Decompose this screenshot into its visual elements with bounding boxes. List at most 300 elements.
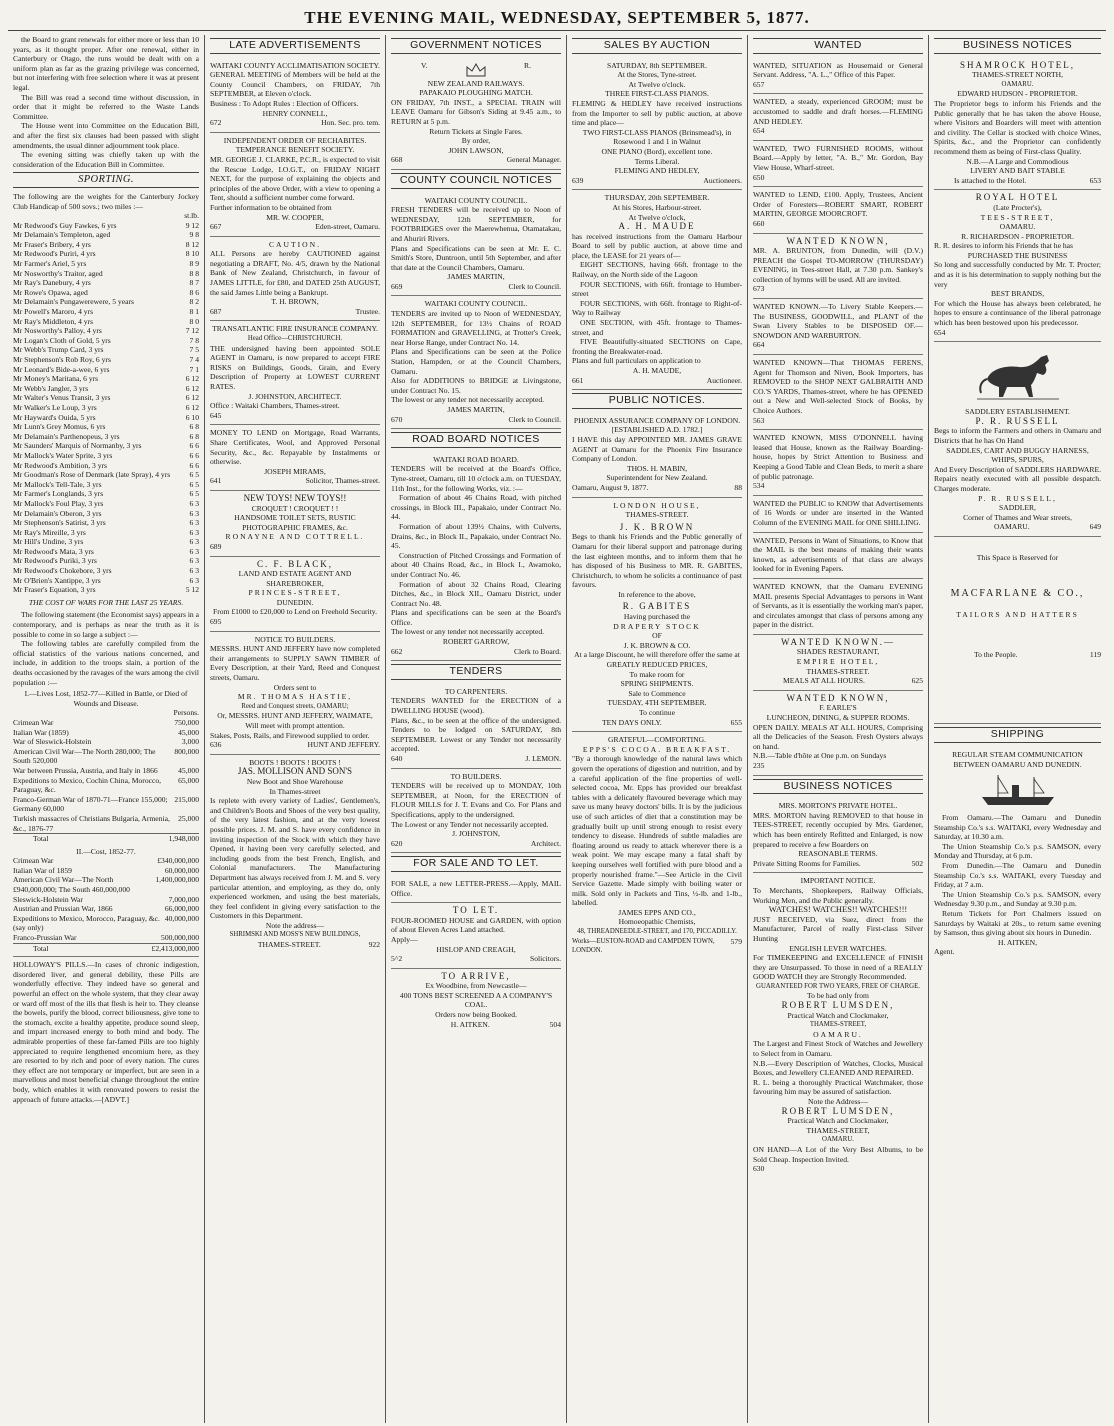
- weight-row: [13, 269, 199, 279]
- ad-body: At a large Discount, he will therefore offer the same at: [574, 650, 740, 660]
- ad-body: ON FRIDAY, 7th INST., a SPECIAL TRAIN will LEAVE Oamaru for Gibson's Siding at 9.45 a.m., to RETURN at 5 p.m.: [391, 97, 561, 126]
- weight-row-label: Mr Ray's Danebury, 4 yrs: [13, 278, 91, 288]
- ad-signature: Homoeopathic Chemists,: [618, 917, 696, 927]
- council-notice-1: [391, 193, 561, 297]
- wanted-ad: [753, 58, 923, 95]
- weight-row-label: Mr Mallock's Water Sprite, 3 yrs: [13, 450, 113, 460]
- ad-title: LONDON HOUSE,: [613, 500, 701, 510]
- letterpress-ad: [391, 876, 561, 903]
- weight-row-value: 6 8: [189, 422, 199, 432]
- ad-number: 534: [753, 481, 765, 491]
- ad-body: Plans and Specifications can be seen at the Police Station, Hampden, or at the Council Chambers, Oamaru.: [391, 347, 561, 376]
- ad-body: Terms Liberal.: [634, 156, 680, 166]
- weight-row-value: 6 10: [185, 412, 199, 422]
- ad-body: OF: [652, 631, 662, 641]
- ad-signature: Practical Watch and Clockmaker,: [787, 1116, 889, 1126]
- ad-subtitle: (Late Procter's),: [993, 202, 1042, 212]
- ad-name: EMPIRE HOTEL,: [796, 657, 880, 667]
- ad-address: SHRIMSKI AND MOSS'S NEW BUILDINGS,: [229, 931, 361, 939]
- weight-row-value: 6 3: [189, 556, 199, 566]
- ad-body: THE undersigned having been appointed SOLE AGENT in Oamaru, is now prepared to accept FIRE RISKS on Buildings, Goods, Grain, and Every Description of Property at LOWEST CURRENT RATES.: [210, 343, 380, 391]
- ad-body: Plans and specifications can be seen at the Board's Office.: [391, 608, 561, 627]
- ad-body: WANTED to LEND, £100. Apply, Trustees, Ancient Order of Foresters—ROBERT SMART, ROBERT MARTIN, GEORGE MOORCROFT.: [753, 190, 923, 219]
- ad-signature: J. JOHNSTON, ARCHITECT.: [248, 391, 342, 401]
- cost-row-label: Sleswick-Holstein War: [13, 894, 83, 904]
- ad-body: PURCHASED THE BUSINESS: [967, 250, 1068, 260]
- weight-row-label: Mr Redwood's Mata, 3 yrs: [13, 546, 94, 556]
- ad-address: OAMARU.: [994, 522, 1030, 532]
- road-item: Formation of about 46 Chains Road, with pitched crossings, in Block III., Papakaio, under Contract No. 44.: [391, 493, 561, 522]
- ad-body: This Space is Reserved for: [976, 552, 1059, 562]
- ad-address: THAMES-STREET NORTH,: [972, 70, 1063, 80]
- ad-name: P. R. RUSSELL: [975, 415, 1060, 426]
- lives-row-value: 45,000: [178, 727, 199, 737]
- weight-row: [13, 230, 199, 240]
- ad-body: WANTED KNOWN, MISS O'DONNELL having leased that House, known as the Railway Boarding-house, hopes by Strict Attention to Business and Keeping a Good Table and Clean Beds, to merit a share of public patronage.: [753, 433, 923, 481]
- weight-row-value: 6 12: [185, 393, 199, 403]
- weight-row-label: Mr O'Brien's Xantippe, 3 yrs: [13, 575, 101, 585]
- road-board-notice: [391, 452, 561, 661]
- ad-signature: H. AITKEN.: [450, 1019, 490, 1029]
- weight-row-value: 6 5: [189, 470, 199, 480]
- ad-body: TEN DAYS ONLY.: [602, 717, 662, 727]
- weight-row-value: 8 1: [189, 307, 199, 317]
- ad-body: Business : To Adopt Rules : Election of Officers.: [210, 98, 359, 108]
- ad-title: BOOTS ! BOOTS ! BOOTS !: [249, 757, 341, 767]
- lives-row: [13, 776, 199, 795]
- ad-body: The Proprietor begs to inform his Friends and the Public generally that he has taken the above House, where Visitors and Boarders will meet with attention and civility. The Cellar is stocked with choice Wines, Spirits, &c., and the Proprietor can confidently recommend them as being of First-class Quality.: [934, 98, 1101, 156]
- ad-number: 650: [753, 172, 765, 182]
- ad-body: WANTED, a steady, experienced GROOM; must be accustomed to saddle and draft horses.—FLEMING AND HEDLEY.: [753, 97, 923, 126]
- builders-tender-ad: [391, 769, 561, 854]
- shipping-line: From Oamaru.—The Oamaru and Dunedin Steamship Co.'s s.s. WAITAKI, every Wednesday and Saturday, at 10.30 a.m.: [934, 813, 1101, 842]
- ad-title: IMPORTANT NOTICE.: [800, 876, 876, 886]
- ad-number: 695: [210, 617, 222, 627]
- weight-row: [13, 509, 199, 519]
- ad-body: GENERAL MEETING of Members will be held at the County Council Chambers, on FRIDAY, 7th SEPTEMBER, at Eleven o'clock.: [210, 70, 380, 99]
- ad-title: REGULAR STEAM COMMUNICATION BETWEEN OAMARU AND DUNEDIN.: [952, 749, 1083, 769]
- column-6: [929, 35, 1106, 1423]
- lives-row-label: American Civil War—The North 280,000; The South 520,000: [13, 746, 156, 766]
- ad-body: Plans, &c., to be seen at the office of the undersigned. Tenders to be lodged on SATURDAY, 8th SEPTEMBER. Lowest or any Tender not necessarily accepted.: [391, 715, 561, 754]
- ad-number: 653: [1089, 175, 1101, 185]
- ad-body: REASONABLE TERMS.: [798, 849, 878, 859]
- weight-row: [13, 566, 199, 576]
- ad-body: Is attached to the Hotel.: [954, 175, 1027, 185]
- weight-row-value: 6 3: [189, 498, 199, 508]
- shades-restaurant-ad: [753, 635, 923, 691]
- ad-body: J. K. BROWN & CO.: [623, 640, 691, 650]
- weight-row: [13, 345, 199, 355]
- ad-subtitle: LUNCHEON, DINING, & SUPPER ROOMS.: [766, 713, 910, 723]
- road-item: Formation of about 139½ Chains, with Culverts, Drains, &c., in Block II., Papakaio, under Contract No. 45.: [391, 521, 561, 551]
- weight-row: [13, 441, 199, 451]
- weight-row: [13, 451, 199, 461]
- wanted-ad: [753, 355, 923, 430]
- county-council-heading: COUNTY COUNCIL NOTICES: [391, 173, 561, 189]
- masthead: THE EVENING MAIL, WEDNESDAY, SEPTEMBER 5, 1877.: [8, 6, 1106, 31]
- weight-row-value: 6 3: [189, 546, 199, 556]
- ad-signature: Trustee.: [355, 306, 380, 316]
- weight-row-label: Mr Hayward's Ouida, 5 yrs: [13, 412, 96, 422]
- ad-address: In Thames-street: [269, 786, 321, 796]
- weight-row-value: 6 8: [189, 431, 199, 441]
- ad-subtitle: LAND AND ESTATE AGENT AND SHAREBROKER,: [238, 569, 352, 588]
- ad-number: 119: [1089, 649, 1101, 659]
- weight-row: [13, 336, 199, 346]
- cost-row-value: £340,000,000: [157, 856, 199, 866]
- wars-heading: THE COST OF WARS FOR THE LAST 25 YEARS.: [28, 597, 184, 607]
- ad-body: FOUR-ROOMED HOUSE and GARDEN, with option of about Eleven Acres Land attached.: [391, 915, 561, 935]
- ad-body: Orders now being Booked.: [435, 1010, 517, 1020]
- cost-row-label: Franco-Prussian War: [13, 933, 77, 943]
- weight-row-value: 8 12: [185, 239, 199, 249]
- weight-row-value: 9 12: [185, 220, 199, 230]
- cost-table: [13, 856, 199, 942]
- ad-body: FLEMING & HEDLEY have received instructions from the Importer to sell by public auction, at above time and place—: [572, 98, 742, 128]
- wanted-ad: [753, 496, 923, 533]
- council-notice-2: [391, 296, 561, 429]
- ad-body: WANTED, Persons in Want of Situations, to Know that the MAIL is the best means of making their wants known, as advertisements of that class are always looked for in Evening Papers.: [753, 535, 923, 574]
- ad-address: Eden-street, Oamaru.: [315, 222, 380, 232]
- ad-number: 563: [753, 415, 765, 425]
- ad-body: BEST BRANDS,: [990, 289, 1045, 299]
- ad-body: GREATLY REDUCED PRICES,: [606, 660, 708, 670]
- weight-row-label: Mr Redwood's Chokebore, 3 yrs: [13, 566, 112, 576]
- weight-row: [13, 384, 199, 394]
- cost-row-label: American Civil War—The North £940,000,000; The South 460,000,000: [13, 875, 130, 895]
- ad-address: OAMARU.: [999, 222, 1036, 232]
- phoenix-ad: [572, 413, 742, 498]
- weight-row: [13, 374, 199, 384]
- lives-row-value: 750,000: [174, 717, 199, 727]
- ad-body: Note the Address—: [808, 1097, 868, 1106]
- ad-address: At the Stores, Tyne-street.: [617, 70, 697, 80]
- weight-row: [13, 259, 199, 269]
- weight-row-label: Mr Delamain's Templeton, aged: [13, 230, 111, 240]
- ad-signature: FLEMING AND HEDLEY,: [614, 166, 700, 176]
- ad-signature: Hon. Sec. pro. tem.: [321, 118, 380, 128]
- horse-engraving-icon: [973, 349, 1063, 403]
- ad-number: 922: [368, 940, 380, 950]
- ad-title: WAITAKI ROAD BOARD.: [433, 454, 519, 464]
- shipping-line: The Union Steamship Co.'s p.s. SAMSON, every Wednesday 9.30 p.m., and Sunday at 9.30 p.m.: [934, 889, 1101, 909]
- ad-body: TENDERS will be received at the Board's Office, Tyne-street, Oamaru, till 10 o'clock a.m. on TUESDAY, 11th Inst., for the following Works, viz. :—: [391, 464, 561, 493]
- weight-row-label: Mr Redwood's Guy Fawkes, 6 yrs: [13, 220, 117, 230]
- shamrock-hotel-ad: [934, 58, 1101, 191]
- columns: [8, 35, 1106, 1423]
- london-house-ad: [572, 498, 742, 733]
- ad-address: At his Stores, Harbour-street.: [612, 202, 702, 212]
- sporting-heading: SPORTING.: [13, 172, 199, 188]
- lease-items: [572, 260, 742, 356]
- weight-row-value: 8 10: [185, 249, 199, 259]
- ad-body: FOR SALE, a new LETTER-PRESS.—Apply, MAIL Office.: [391, 878, 561, 898]
- weight-row-value: 6 3: [189, 537, 199, 547]
- ad-body: R. L. being a thoroughly Practical Watchmaker, those favouring him may be assured of satisfaction.: [753, 1077, 923, 1097]
- lives-row: [13, 795, 199, 814]
- ad-body: Return Tickets at Single Fares.: [429, 126, 523, 136]
- ad-title: WANTED KNOWN,: [786, 235, 890, 246]
- weight-row-label: Mr Delamain's Parthenopeus, 3 yrs: [13, 431, 120, 441]
- ad-number: 657: [753, 79, 765, 89]
- ad-body: For TIMEKEEPING and EXCELLENCE of FINISH they are Unsurpassed. To those in need of a REALLY GOOD WATCH they are Strongly Recommended.: [753, 953, 923, 982]
- weight-row-value: 6 12: [185, 402, 199, 412]
- weight-row-label: Mr Lunn's Grey Momus, 6 yrs: [13, 422, 106, 432]
- ad-name: MR. THOMAS HASTIE,: [237, 692, 353, 702]
- lives-total-label: Total: [33, 834, 49, 844]
- business-notices-heading-2: BUSINESS NOTICES: [934, 38, 1101, 54]
- ad-number: 654: [934, 327, 946, 337]
- weight-row: [13, 470, 199, 480]
- shipping-heading: SHIPPING: [934, 727, 1101, 743]
- weight-row: [13, 249, 199, 259]
- wanted-heading: WANTED: [753, 38, 923, 54]
- weight-row: [13, 499, 199, 509]
- cost-total-row: [13, 943, 199, 954]
- ad-signature: JAMES MARTIN,: [447, 405, 505, 414]
- weight-row-value: 7 1: [189, 364, 199, 374]
- ad-address: Reed and Conquest streets, OAMARU;: [241, 702, 349, 710]
- lives-row-value: 3,000: [181, 737, 199, 747]
- ad-body: The Lowest or any Tender not necessarily accepted.: [391, 819, 549, 829]
- ad-signature: MR. W. COOPER,: [266, 212, 324, 222]
- ad-body: I HAVE this day APPOINTED MR. JAMES GRAVE AGENT at Oamaru for the Phoenix Fire Insurance Company of London.: [572, 434, 742, 464]
- ad-address: OAMARU.: [822, 1136, 854, 1144]
- weight-row-label: Mr Redwood's Ambition, 3 yrs: [13, 460, 107, 470]
- weight-row: [13, 537, 199, 547]
- ad-number: 645: [210, 410, 222, 420]
- ad-body: N.B.—A Large and Commodious: [966, 156, 1069, 166]
- weight-row: [13, 480, 199, 490]
- ad-number: 504: [549, 1019, 561, 1029]
- ad-title: INDEPENDENT ORDER OF RECHABITES.: [223, 135, 367, 145]
- ad-body: ALL Persons are hereby CAUTIONED against negotiating a DRAFT, No. 4/5, drawn by the National Bank of New Zealand, Christchurch, in favour of JAMES LITTLE, for £80, and DATED 25th AUGUST, the said James Little being a Bankrupt.: [210, 249, 380, 297]
- ad-title: WAITAKI COUNTY COUNCIL.: [424, 195, 528, 205]
- saddlery-ad: [934, 342, 1101, 537]
- ad-address: TEES-STREET,: [980, 212, 1055, 222]
- cost-row: [13, 866, 199, 876]
- ad-number: 639: [572, 175, 584, 185]
- ad-number: 655: [730, 717, 742, 727]
- ad-number: 662: [391, 646, 403, 656]
- shipping-schedule: [934, 813, 1101, 938]
- ad-body: WANTED, TWO FURNISHED ROOMS, without Board.—Apply by letter, "A. B.," Mr. Gordon, Bay View House, Wharf-street.: [753, 143, 923, 172]
- lives-total-value: 1,948,000: [168, 834, 199, 844]
- ad-signature: ROBERT LUMSDEN,: [781, 1000, 895, 1011]
- cost-row: [13, 914, 199, 933]
- ad-body: "By a thorough knowledge of the natural laws which govern the operations of digestion and nutrition, and by a careful application of the fine properties of well-selected cocoa, Mr. Epps has provided our breakfast tables with a delicately flavoured beverage which may save us many heavy doctors' bills. It is by the judicious use of such articles of diet that a constitution may be gradually built up until strong enough to resist every tendency to disease. Hundreds of subtle maladies are floating around us ready to attack wherever there is a weak point. We may escape many a fatal shaft by keeping ourselves well fortified with pure blood and a properly nourished frame."—See Article in the Civil Service Gazette. Made simply with boiling water or milk. Sold only in Packets and Tins, ½-lb. and 1-lb., labelled.: [572, 754, 742, 908]
- lives-row-label: Italian War (1859): [13, 727, 69, 737]
- morton-hotel-ad: [753, 798, 923, 873]
- column-1: [8, 35, 205, 1423]
- weight-row-value: 7 12: [185, 326, 199, 336]
- ad-date: Oamaru, August 9, 1877.: [572, 482, 649, 492]
- ad-address: Works—EUSTON-ROAD and CAMPDEN TOWN, LONDON.: [572, 937, 715, 955]
- ad-number: 88: [734, 482, 742, 492]
- ad-title: NOTICE TO BUILDERS.: [254, 634, 336, 644]
- ad-date: THURSDAY, 20th SEPTEMBER.: [604, 193, 710, 203]
- weight-row: [13, 326, 199, 336]
- weight-row: [13, 585, 199, 595]
- ad-signature: THOS. H. MABIN,: [626, 463, 688, 473]
- ad-body: To continue: [639, 708, 675, 717]
- ad-number: 664: [753, 340, 765, 350]
- article-paragraph: The following tables are carefully compiled from the official statistics of the various nations concerned, and include, in addition to the troops slain, a portion of the deaths occasioned by the ravages of the wars among the civil population :—: [13, 639, 199, 687]
- ad-signature: Agent.: [934, 947, 955, 957]
- weight-row-label: Mr Nosworthy's Traitor, aged: [13, 268, 103, 278]
- vr-left: V.: [421, 60, 428, 70]
- weight-row: [13, 489, 199, 499]
- ad-body: The Largest and Finest Stock of Watches and Jewellery to Select from in Oamaru.: [753, 1039, 923, 1059]
- weight-row: [13, 413, 199, 423]
- ad-body: LIVERY AND BAIT STABLE: [970, 166, 1065, 176]
- article-paragraph: The evening sitting was chiefly taken up with the consideration of the Education Bill in Committee.: [13, 150, 199, 169]
- weights-list: [13, 221, 199, 595]
- parliament-article: [13, 35, 199, 169]
- weight-row-label: Mr Webb's Jangler, 3 yrs: [13, 383, 89, 393]
- lives-row: [13, 718, 199, 728]
- ad-body: GUARANTEED FOR TWO YEARS, FREE OF CHARGE.: [756, 982, 920, 990]
- ad-signature: HISLOP AND CREAGH,: [436, 944, 516, 954]
- ad-signature: HENRY CONNELL,: [262, 108, 328, 118]
- weight-row-value: 6 3: [189, 527, 199, 537]
- ad-body: 400 TONS BEST SCREENED A A COMPANY'S COAL.: [399, 990, 553, 1010]
- ad-title: EPPS'S COCOA. BREAKFAST.: [582, 744, 732, 754]
- vr-right: R.: [524, 60, 531, 70]
- ad-subtitle: Ex Woodbine, from Newcastle—: [425, 981, 527, 991]
- ad-body: WANTED KNOWN—That THOMAS FERENS, Agent for Thomson and Niven, Book Importers, has REMOVED to the SHOP NEXT GALBRAITH AND CO.'S YARDS, Thames-street, where he has OPENED out a New and Well-selected Stock of Books, by Choice Authors.: [753, 358, 923, 415]
- weight-row-label: Mr Fraser's Bribery, 4 yrs: [13, 239, 91, 249]
- ad-body: TWO FIRST-CLASS PIANOS (Brinsmead's), in Rosewood 1 and 1 in Walnut: [582, 127, 732, 147]
- weight-row-value: 5 12: [185, 585, 199, 595]
- earle-rooms-ad: [753, 691, 923, 776]
- weight-row-label: Mr Farmer's Ariel, 5 yrs: [13, 259, 87, 269]
- weight-row-value: 8 9: [189, 259, 199, 269]
- ad-body: WANTED KNOWN.—To Livery Stable Keepers.—The BUSINESS, GOODWILL, and PLANT of the Swan Livery Stables to be DISPOSED OF.—SNOWDON AND WARBURTON.: [753, 302, 923, 340]
- ad-body: DRAPERY STOCK: [613, 621, 701, 631]
- ad-body: Will meet with prompt attention.: [245, 721, 345, 730]
- weight-row-label: Mr Webb's Trump Card, 3 yrs: [13, 345, 104, 355]
- ad-signature: JOHN LAWSON,: [448, 145, 504, 155]
- ad-signature: JAMES EPPS AND CO.,: [618, 907, 696, 917]
- weight-row-label: Mr Leonard's Bide-a-wee, 6 yrs: [13, 364, 110, 374]
- weight-row: [13, 297, 199, 307]
- ad-number: 636: [210, 740, 222, 750]
- article-paragraph: The Bill was read a second time without discussion, in order that it might be referred to the Waste Lands Committee.: [13, 92, 199, 121]
- ad-address: Corner of Thames and Wear streets,: [963, 512, 1072, 522]
- ad-address: PRINCES-STREET,: [248, 588, 342, 598]
- ad-signature: P. R. RUSSELL,: [978, 493, 1057, 503]
- ad-body: Having purchased the: [623, 612, 691, 622]
- column-5: [748, 35, 929, 1423]
- ad-number: 654: [753, 126, 765, 136]
- public-notices-heading: PUBLIC NOTICES.: [572, 393, 742, 409]
- ad-title: SHAMROCK HOTEL,: [959, 59, 1075, 70]
- weight-row-value: 7 5: [189, 345, 199, 355]
- ad-name: R. GABITES: [622, 601, 692, 612]
- ad-number: 649: [1089, 522, 1101, 532]
- ad-signature: RONAYNE AND COTTRELL.: [225, 532, 365, 542]
- weight-row: [13, 221, 199, 231]
- ad-subtitle: TAILORS AND HATTERS: [956, 610, 1079, 620]
- ad-name: EDWARD HUDSON - PROPRIETOR.: [957, 89, 1078, 99]
- ad-body: N.B.—Table d'hôte at One p.m. on Sundays: [753, 751, 887, 761]
- ad-title: WATCHES! WATCHES!! WATCHES!!!: [768, 904, 908, 915]
- weight-row-label: Mr Goodman's Rose of Denmark (late Spray), 4 yrs: [13, 470, 171, 480]
- ad-title: GRATEFUL—COMFORTING.: [607, 735, 707, 745]
- lease-item: FOUR SECTIONS, with 66ft. frontage to Right-of-Way to Railway: [572, 298, 742, 318]
- ad-number: 661: [572, 375, 584, 385]
- ad-address: THAMES-STREET,: [806, 1125, 870, 1135]
- boots-ad: [210, 755, 380, 954]
- ad-number: 620: [391, 838, 403, 848]
- weight-row: [13, 528, 199, 538]
- cost-row-value: 60,000,000: [164, 865, 199, 875]
- ad-title: TO BUILDERS.: [450, 771, 502, 781]
- wanted-ad: [753, 141, 923, 187]
- cost-total-label: Total: [33, 943, 49, 953]
- ad-name: SHADES RESTAURANT,: [796, 647, 880, 657]
- wars-text: [13, 610, 199, 687]
- cost-row: [13, 875, 199, 894]
- weight-row-value: 8 0: [189, 316, 199, 326]
- weight-row: [13, 278, 199, 288]
- ad-number: 579: [730, 936, 742, 946]
- ad-number: 689: [210, 541, 222, 551]
- weight-row-value: 7 4: [189, 355, 199, 364]
- ad-body: TENDERS will be received up to MONDAY, 10th SEPTEMBER, at Noon, for the ERECTION of FLOUR MILLS for J. T. Evans and Co. For Plans and Specifications, apply to the undersigned.: [391, 781, 561, 819]
- ad-body: SADDLES, CART AND BUGGY HARNESS, WHIPS, SPURS,: [946, 445, 1089, 465]
- ad-signature: JAMES MARTIN,: [447, 272, 505, 282]
- weight-row-value: 6 5: [189, 479, 199, 489]
- weight-row-value: 6 6: [189, 450, 199, 460]
- lives-heading: I.—Lives Lost, 1852-77—Killed in Battle, or Died of Wounds and Disease.: [24, 689, 188, 708]
- cost-total-value: £2,413,000,000: [151, 943, 199, 953]
- ad-signature: J. LEMON.: [525, 754, 561, 763]
- weight-row-label: Mr Redwood's Puriki, 3 yrs: [13, 556, 97, 566]
- lease-item: FOUR SECTIONS, with 66ft. frontage to Humber-street: [572, 279, 742, 299]
- ad-body: OPEN DAILY. MEALS AT ALL HOURS, Comprising all the Delicacies of the Season. Fresh Oysters always on hand.: [753, 722, 923, 751]
- ad-signature: SADDLER,: [999, 503, 1036, 513]
- weight-row-label: Mr Mallock's Foul Play, 3 yrs: [13, 498, 104, 508]
- coal-ad: [391, 969, 561, 1034]
- lives-total-row: [13, 833, 199, 844]
- ad-body: WANTED, SITUATION as Housemaid or General Servant. Address, "A. L.," Office of this Paper.: [753, 60, 923, 80]
- ad-body: MESSRS. HUNT AND JEFFERY have now completed their arrangements to SUPPLY SAWN TIMBER of Every Description, at their Yard, Reed and Conquest streets, Oamaru.: [210, 644, 380, 683]
- ad-signature: T. H. BROWN,: [271, 297, 319, 307]
- watches-ad: [753, 873, 923, 1177]
- wanted-ad: [753, 299, 923, 355]
- ad-signature: Auctioneer.: [706, 375, 742, 385]
- shipping-line: The Union Steamship Co.'s p.s. SAMSON, every Monday and Thursday, at 6 p.m.: [934, 841, 1101, 861]
- weight-row-label: Mr Redwood's Puriri, 4 yrs: [13, 249, 96, 259]
- for-sale-heading: FOR SALE AND TO LET.: [391, 856, 561, 872]
- weight-row: [13, 240, 199, 250]
- black-ad: [210, 557, 380, 632]
- weight-row-label: Mr Stephenson's Satirist, 3 yrs: [13, 518, 106, 528]
- tenders-heading: TENDERS: [391, 664, 561, 680]
- weight-row: [13, 288, 199, 298]
- weight-row-label: Mr Powell's Maroro, 4 yrs: [13, 307, 94, 317]
- ad-number: 5^2: [391, 954, 403, 964]
- epps-cocoa-ad: [572, 732, 742, 960]
- weight-row-value: 6 3: [189, 508, 199, 518]
- weight-row: [13, 355, 199, 365]
- road-board-heading: ROAD BOARD NOTICES: [391, 432, 561, 448]
- ad-number: 668: [391, 155, 403, 165]
- ad-body: To Merchants, Shopkeepers, Railway Officials, Working Men, and the Public generally.: [753, 885, 923, 905]
